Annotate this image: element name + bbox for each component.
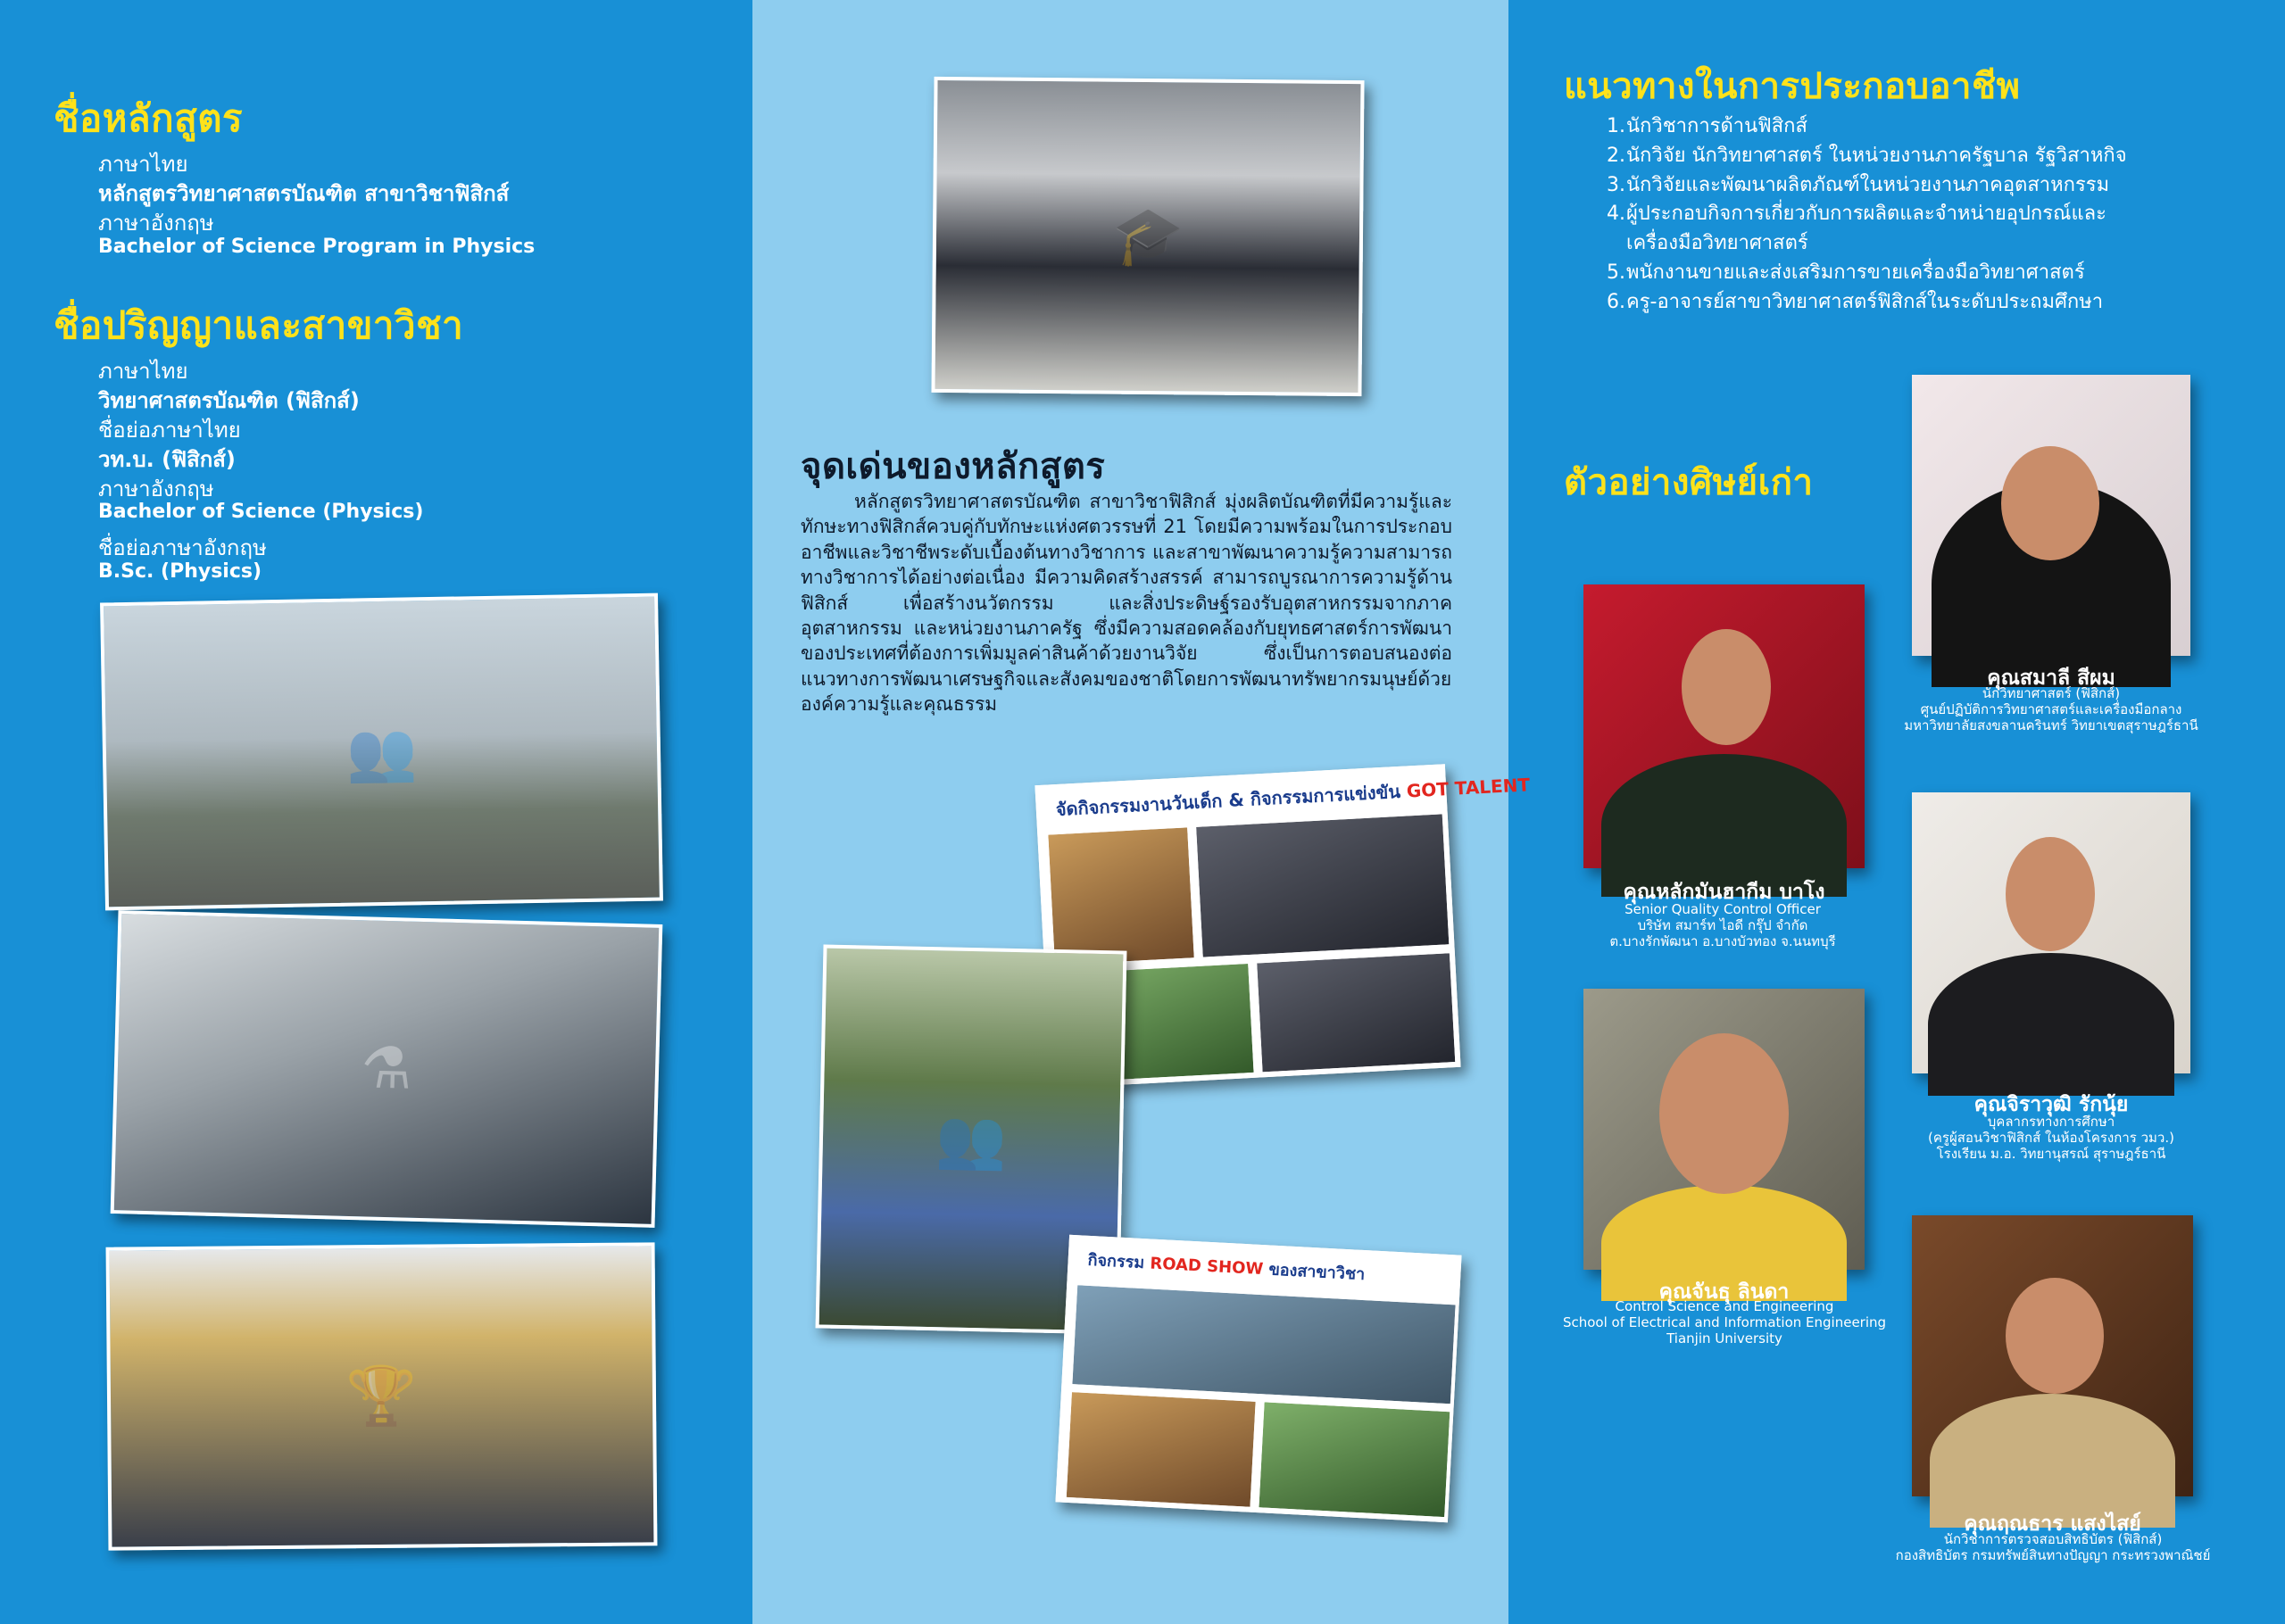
career-heading: แนวทางในการประกอบอาชีพ	[1564, 66, 2021, 107]
degree-heading: ชื่อปริญญาและสาขาวิชา	[54, 303, 464, 347]
career-item: 2. นักวิจัย นักวิทยาศาสตร์ ในหน่วยงานภาครัฐบาล รัฐวิสาหกิจ	[1607, 144, 2127, 167]
flask-icon: ⚗	[360, 1035, 413, 1103]
degree-line: Bachelor of Science (Physics)	[98, 501, 424, 523]
students-photo	[1255, 951, 1457, 1073]
career-item: 4. ผู้ประกอบกิจการเกี่ยวกับการผลิตและจำหน่ายอุปกรณ์และ เครื่องมือวิทยาศาสตร์	[1607, 203, 2106, 255]
crowd-photo	[1194, 812, 1450, 958]
degree-line: ภาษาอังกฤษ	[98, 476, 214, 501]
road-show-collage	[1055, 1235, 1461, 1523]
alumni-info: บุคลากรทางการศึกษา (ครูผู้สอนวิชาฟิสิกส์ ในห้องโครงการ วมว.) โรงเรียน ม.อ. วิทยานุสรณ์ สุราษฎร์ธานี	[1928, 1114, 2174, 1162]
alumni-name: คุณหลักมันฮากีม บาโง	[1623, 881, 1825, 904]
career-item: 5. พนักงานขายและส่งเสริมการขายเครื่องมือวิทยาศาสตร์	[1607, 261, 2085, 284]
alumni-name: คุณจันธุ ลินดา	[1658, 1280, 1790, 1304]
childrens-day-sign-photo	[1046, 825, 1196, 966]
course-line: ภาษาไทย	[98, 152, 188, 177]
trophy-icon: 🏆	[345, 1363, 418, 1430]
course-line: Bachelor of Science Program in Physics	[98, 236, 536, 258]
degree-line: วิทยาศาสตรบัณฑิต (ฟิสิกส์)	[98, 388, 360, 413]
alumni-info: นักวิชาการตรวจสอบสิทธิบัตร (ฟิสิกส์) กองสิทธิบัตร กรมทรัพย์สินทางปัญญา กระทรวงพาณิชย์	[1895, 1531, 2211, 1563]
career-list	[1607, 112, 2127, 318]
degree-line: ภาษาไทย	[98, 359, 188, 384]
lab-photo	[111, 910, 663, 1228]
career-item: 1. นักวิชาการด้านฟิสิกส์	[1607, 115, 1807, 137]
highlight-body: หลักสูตรวิทยาศาสตรบัณฑิต สาขาวิชาฟิสิกส์ มุ่งผลิตบัณฑิตที่มีความรู้และทักษะทางฟิสิกส์ควบคู่กับทักษะแห่งศตวรรษที่ 21 โดยมีความพร้อมในการประกอบอาชีพและวิชาชีพระดับเบื้องต้นทางวิชาการ และสาขาพัฒนาความรู้ความสามารถทางวิชาการได้อย่างต่อเนื่อง มีความคิดสร้างสรรค์ สามารถบูรณาการความรู้ด้านฟิสิกส์ เพื่อสร้างนวัตกรรม และสิ่งประดิษฐ์รองรับอุตสาหกรรมจากภาคอุตสาหกรรม และหน่วยงานภาครัฐ ซึ่งมีความสอดคล้องกับยุทธศาสตร์การพัฒนาของประเทศที่ต้องการเพิ่มมูลค่าสินค้าด้วยงานวิจัย ซึ่งเป็นการตอบสนองต่อแนวทางการพัฒนาเศรษฐกิจและสังคมของชาติโดยการพัฒนาทรัพยากรมนุษย์ด้วยองค์ความรู้และคุณธรรม	[801, 491, 1452, 716]
degree-line: ชื่อย่อภาษาอังกฤษ	[98, 535, 267, 560]
career-item: 3. นักวิจัยและพัฒนาผลิตภัณฑ์ในหน่วยงานภาคอุตสาหกรรม	[1607, 173, 2110, 196]
career-item: 6. ครู-อาจารย์สาขาวิทยาศาสตร์ฟิสิกส์ในระดับประถมศึกษา	[1607, 290, 2104, 313]
alumni-photo	[1912, 375, 2190, 656]
alumni-name: คุณฤณธาร แสงไสย์	[1964, 1512, 2141, 1536]
alumni-photo	[1912, 792, 2190, 1073]
highlight-heading: จุดเด่นของหลักสูตร	[801, 446, 1106, 487]
degree-line: ชื่อย่อภาษาไทย	[98, 418, 241, 443]
alumni-photo	[1912, 1215, 2193, 1496]
presentation-photo	[1065, 1390, 1258, 1509]
people-icon: 👥	[345, 718, 418, 786]
degree-line: วท.บ. (ฟิสิกส์)	[98, 447, 236, 472]
course-name-heading: ชื่อหลักสูตร	[54, 96, 244, 140]
alumni-heading: ตัวอย่างศิษย์เก่า	[1564, 462, 1814, 503]
course-line: ภาษาอังกฤษ	[98, 211, 214, 236]
alumni-name: คุณจิราวุฒิ รักนุ้ย	[1973, 1093, 2129, 1116]
group-photo-outdoor	[100, 593, 663, 911]
alumni-info: นักวิทยาศาสตร์ (ฟิสิกส์) ศูนย์ปฏิบัติการวิทยาศาสตร์และเครื่องมือกลาง มหาวิทยาลัยสงขลานครินทร์ วิทยาเขตสุราษฎร์ธานี	[1904, 685, 2198, 733]
alumni-name: คุณสมาลี สีผม	[1987, 667, 2115, 690]
classroom-photo	[1070, 1283, 1457, 1405]
collage-banner: จัดกิจกรรมงานวันเด็ก & กิจกรรมการแข่งขัน GOT TALENT	[1039, 767, 1444, 828]
graduation-photo	[931, 77, 1364, 396]
collage-banner: กิจกรรม ROAD SHOW ของสาขาวิชา	[1071, 1239, 1458, 1298]
alumni-photo	[1583, 584, 1865, 868]
course-line: หลักสูตรวิทยาศาสตรบัณฑิต สาขาวิชาฟิสิกส์	[98, 181, 510, 206]
alumni-info: Senior Quality Control Officer บริษัท สมาร์ท ไอดี กรุ๊ป จำกัด ต.บางรักพัฒนา อ.บางบัวทอง จ.นนทบุรี	[1609, 901, 1836, 949]
people-icon: 👥	[935, 1106, 1008, 1174]
road-show-students-photo	[1257, 1400, 1451, 1519]
olympiad-photo	[106, 1242, 658, 1550]
graduation-cap-icon: 🎓	[1111, 203, 1184, 270]
alumni-info: Control Science and Engineering School of Electrical and Information Engineering Tianjin University	[1562, 1298, 1887, 1346]
alumni-photo	[1583, 989, 1865, 1270]
degree-line: B.Sc. (Physics)	[98, 560, 262, 583]
